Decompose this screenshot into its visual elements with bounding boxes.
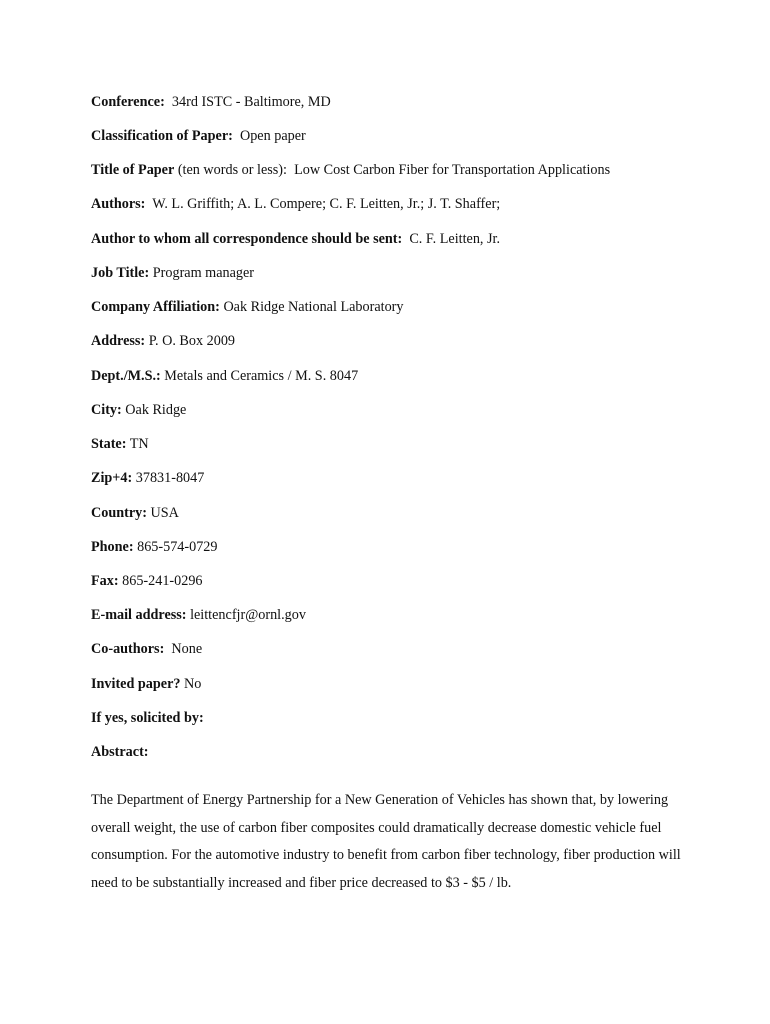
coauthors-field: [91, 640, 202, 658]
job-title-value: Program manager: [152, 265, 255, 281]
phone-label: Phone:: [91, 539, 134, 555]
company-label: Company Affiliation:: [91, 299, 220, 315]
city-value: Oak Ridge: [125, 402, 187, 418]
invited-value: No: [184, 676, 202, 692]
company-value: Oak Ridge National Laboratory: [223, 299, 404, 315]
correspondence-field: [91, 230, 500, 248]
state-label: State:: [91, 436, 127, 452]
paper-title-field: [91, 161, 610, 179]
job-title-label: Job Title:: [91, 265, 150, 281]
conference-label: Conference:: [91, 94, 165, 110]
solicited-label: If yes, solicited by:: [91, 710, 204, 726]
abstract-label: Abstract:: [91, 744, 149, 760]
zip-field: [91, 469, 204, 487]
zip-label: Zip+4:: [91, 470, 133, 486]
fax-label: Fax:: [91, 573, 119, 589]
conference-value: 34rd ISTC - Baltimore, MD: [171, 94, 331, 110]
correspondence-value: C. F. Leitten, Jr.: [409, 231, 501, 247]
classification-value: Open paper: [239, 128, 306, 144]
abstract-paragraph: The Department of Energy Partnership for a New Generation of Vehicles has shown that, by lowering overall weight, the use of carbon fiber composites could dramatically decrease domestic vehicle fuel consumption. For the automotive industry to benefit from carbon fiber technology, fiber production will need to be substantially increased and fiber price decreased to $3 - $5 / lb.: [91, 792, 681, 891]
authors-label: Authors:: [91, 196, 146, 212]
paper-title-value: Low Cost Carbon Fiber for Transportation Applications: [294, 162, 611, 178]
country-field: [91, 504, 179, 522]
job-title-field: [91, 264, 254, 282]
correspondence-label: Author to whom all correspondence should be sent:: [91, 231, 403, 247]
country-label: Country:: [91, 505, 147, 521]
address-label: Address:: [91, 333, 146, 349]
authors-field: [91, 195, 500, 213]
dept-value: Metals and Ceramics / M. S. 8047: [164, 368, 359, 384]
dept-label: Dept./M.S.:: [91, 368, 161, 384]
classification-field: [91, 127, 306, 145]
fax-field: [91, 572, 203, 590]
state-value: TN: [129, 436, 149, 452]
dept-field: [91, 367, 358, 385]
email-value: leittencfjr@ornl.gov: [190, 607, 306, 623]
solicited-field: [91, 709, 207, 727]
phone-field: [91, 538, 218, 556]
classification-label: Classification of Paper:: [91, 128, 233, 144]
email-field: [91, 606, 306, 624]
address-field: [91, 332, 235, 350]
phone-value: 865-574-0729: [137, 539, 218, 555]
invited-label: Invited paper?: [91, 676, 181, 692]
abstract-body: [91, 787, 691, 897]
city-field: [91, 401, 186, 419]
state-field: [91, 435, 149, 453]
paper-title-note: (ten words or less):: [177, 162, 287, 178]
conference-field: [91, 93, 331, 111]
coauthors-value: None: [171, 641, 203, 657]
fax-value: 865-241-0296: [122, 573, 203, 589]
coauthors-label: Co-authors:: [91, 641, 165, 657]
company-field: [91, 298, 403, 316]
email-label: E-mail address:: [91, 607, 187, 623]
country-value: USA: [150, 505, 179, 521]
zip-value: 37831-8047: [135, 470, 205, 486]
city-label: City:: [91, 402, 122, 418]
address-value: P. O. Box 2009: [148, 333, 236, 349]
paper-title-label: Title of Paper: [91, 162, 175, 178]
abstract-heading: [91, 743, 149, 761]
invited-field: [91, 675, 201, 693]
authors-value: W. L. Griffith; A. L. Compere; C. F. Leitten, Jr.; J. T. Shaffer;: [152, 196, 501, 212]
